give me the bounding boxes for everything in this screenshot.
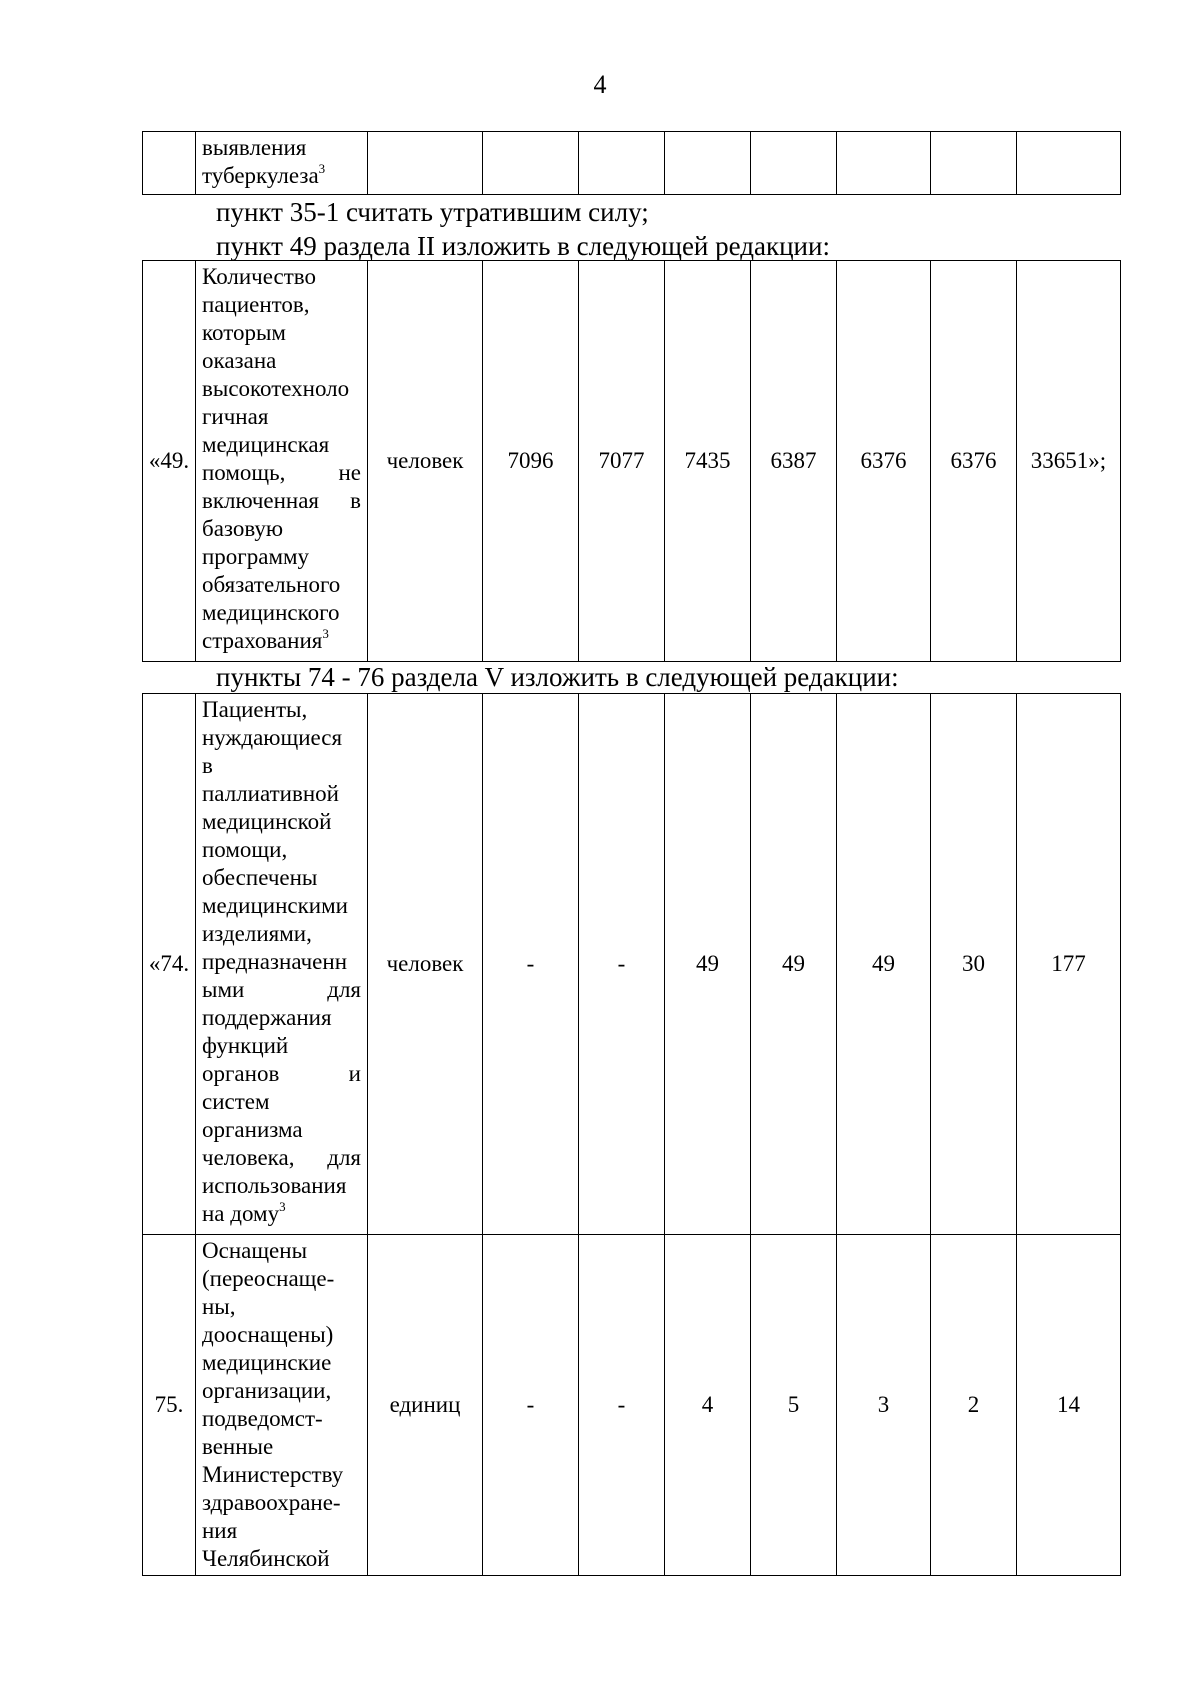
value-cell (751, 132, 837, 195)
indicator-line: дооснащены) (202, 1322, 334, 1347)
indicator-line: человека, для (202, 1145, 361, 1170)
value-cell: 7435 (665, 261, 751, 662)
page-number: 4 (593, 70, 607, 99)
table-row (143, 261, 1121, 662)
unit-cell: единиц (368, 1235, 483, 1576)
indicator-line: выявления (202, 135, 307, 160)
value-cell: - (483, 694, 579, 1235)
indicator-line: использования (202, 1173, 347, 1198)
value-cell: 49 (751, 694, 837, 1235)
indicator-line: Пациенты, (202, 697, 308, 722)
indicator-cell (196, 132, 368, 195)
value-cell: 4 (665, 1235, 751, 1576)
value-cell (579, 132, 665, 195)
table-item-49 (142, 260, 1121, 662)
value-cell: 3 (837, 1235, 931, 1576)
indicator-line: включенная в (202, 488, 361, 513)
indicator-line: организации, (202, 1378, 332, 1403)
value-cell: 6376 (931, 261, 1017, 662)
indicator-line: Челябинской (202, 1546, 330, 1571)
row-number-cell: 75. (143, 1235, 196, 1576)
value-cell: 6387 (751, 261, 837, 662)
value-cell: - (483, 1235, 579, 1576)
table-items-74-76 (142, 693, 1121, 1576)
footnote-mark: 3 (279, 1199, 286, 1214)
unit-cell (368, 132, 483, 195)
indicator-line: предназначенн (202, 949, 348, 974)
value-cell: 49 (665, 694, 751, 1235)
value-cell: - (579, 1235, 665, 1576)
table-row (143, 132, 1121, 195)
value-cell (837, 132, 931, 195)
indicator-line: высокотехноло (202, 376, 350, 401)
indicator-line: помощи, (202, 837, 288, 862)
value-cell (665, 132, 751, 195)
indicator-line: организма (202, 1117, 303, 1142)
indicator-line: медицинские (202, 1350, 332, 1375)
row-number-cell: «49. (143, 261, 196, 662)
value-cell: 7077 (579, 261, 665, 662)
indicator-line: программу (202, 544, 310, 569)
value-cell: 30 (931, 694, 1017, 1235)
value-cell: 6376 (837, 261, 931, 662)
indicator-line: базовую (202, 516, 284, 541)
indicator-line: систем (202, 1089, 270, 1114)
indicator-line: подведомст- (202, 1406, 323, 1431)
indicator-line: гичная (202, 404, 269, 429)
value-cell: 5 (751, 1235, 837, 1576)
total-cell (1017, 132, 1121, 195)
indicator-line: обеспечены (202, 865, 318, 890)
table-row (143, 694, 1121, 1235)
value-cell: - (579, 694, 665, 1235)
indicator-line: медицинского (202, 600, 340, 625)
indicator-line: Оснащены (202, 1238, 308, 1263)
indicator-line: органов и (202, 1061, 361, 1086)
indicator-line: туберкулеза (202, 163, 319, 188)
value-cell: 2 (931, 1235, 1017, 1576)
value-cell: 7096 (483, 261, 579, 662)
indicator-line: обязательного (202, 572, 341, 597)
indicator-line: функций (202, 1033, 289, 1058)
value-cell: 49 (837, 694, 931, 1235)
indicator-cell (196, 261, 368, 662)
table-fragment (142, 131, 1121, 195)
indicator-line: ны, (202, 1294, 236, 1319)
indicator-line: которым (202, 320, 286, 345)
unit-cell: человек (368, 694, 483, 1235)
indicator-line: медицинской (202, 809, 332, 834)
indicator-line: медицинская (202, 432, 330, 457)
indicator-line: Министерству (202, 1462, 344, 1487)
indicator-line: ния (202, 1518, 238, 1543)
footnote-mark: 3 (322, 626, 329, 641)
indicator-line: помощь, не (202, 460, 361, 485)
footnote-mark: 3 (318, 161, 326, 176)
row-number-cell: «74. (143, 694, 196, 1235)
amendment-note-49: пункт 49 раздела II изложить в следующей редакции: (216, 231, 830, 261)
indicator-line: пациентов, (202, 292, 310, 317)
total-cell: 33651»; (1017, 261, 1121, 662)
table-row (143, 1235, 1121, 1576)
value-cell (931, 132, 1017, 195)
indicator-line: изделиями, (202, 921, 312, 946)
indicator-line: в (202, 753, 213, 778)
row-number-cell (143, 132, 196, 195)
indicator-line: венные (202, 1434, 274, 1459)
total-cell: 177 (1017, 694, 1121, 1235)
indicator-line: оказана (202, 348, 277, 373)
unit-cell: человек (368, 261, 483, 662)
amendment-note-74-76: пункты 74 - 76 раздела V изложить в следующей редакции: (216, 662, 899, 692)
value-cell (483, 132, 579, 195)
indicator-line: (переоснаще- (202, 1266, 335, 1291)
indicator-line: медицинскими (202, 893, 348, 918)
indicator-line: страхования (202, 628, 323, 653)
indicator-line: Количество (202, 264, 316, 289)
indicator-cell (196, 694, 368, 1235)
indicator-line: паллиативной (202, 781, 339, 806)
indicator-line: нуждающиеся (202, 725, 343, 750)
amendment-note-35-1: пункт 35-1 считать утратившим силу; (216, 197, 649, 227)
indicator-line: ыми для (202, 977, 361, 1002)
indicator-cell (196, 1235, 368, 1576)
indicator-line: на дому (202, 1201, 280, 1226)
total-cell: 14 (1017, 1235, 1121, 1576)
indicator-line: здравоохране- (202, 1490, 341, 1515)
indicator-line: поддержания (202, 1005, 332, 1030)
